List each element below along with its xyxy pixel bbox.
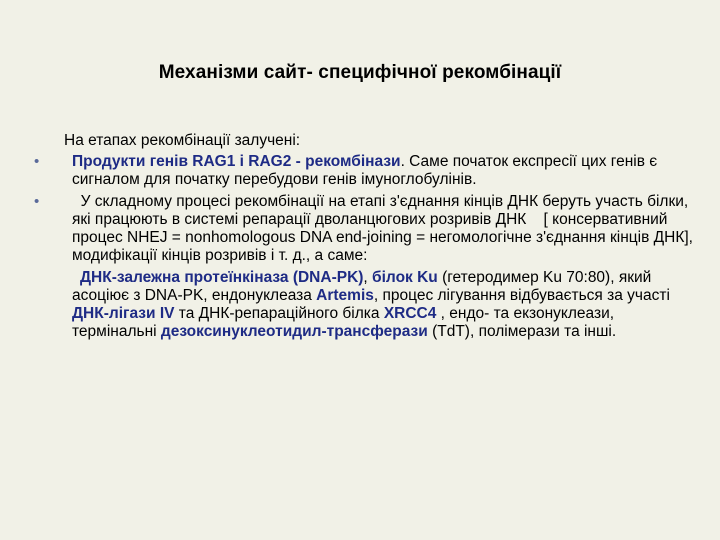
- text-fragment: (гетеродимер Ku 70:80), який асоціює з DNA-PK, ендонуклеаза: [72, 269, 652, 304]
- bullet-item-rag: [34, 153, 694, 189]
- xrcc4-highlight: XRCC4: [383, 305, 437, 322]
- text-fragment: та ДНК-репараційного білка: [174, 305, 384, 322]
- nhej-description: У складному процесі рекомбінації на етапі з'єднання кінців ДНК беруть участь білки, які працюють в системі репарації дволанцюгових розривів ДНК [ консервативний процес NHEJ = nonhomologous DNA end-joining = негомологічне з'єднання кінців ДНК], модифікації кінців розривів і т. д., а саме:: [72, 193, 698, 264]
- dna-pk-highlight: ДНК-залежна протеїнкіназа (DNA-PK): [80, 269, 364, 286]
- tdt-highlight: дезоксинуклеотидил-трансферази: [160, 323, 428, 340]
- artemis-highlight: Artemis: [316, 287, 374, 304]
- text-fragment: , ендо- та екзонуклеази, термінальні: [72, 305, 615, 340]
- rag-recombinase-highlight: Продукти генів RAG1 і RAG2 - рекомбінази: [72, 153, 401, 170]
- bullet-marker: •: [34, 193, 40, 210]
- text-fragment: , процес лігування відбувається за участі: [373, 287, 670, 304]
- slide-title: Механізми сайт- специфічної рекомбінації: [158, 62, 562, 83]
- proteins-paragraph: [34, 269, 694, 341]
- slide-content: [34, 132, 698, 341]
- bullet-item-nhej: [34, 193, 698, 265]
- ligase-iv-highlight: ДНК-лігази IV: [72, 305, 175, 322]
- text-fragment: (TdT), полімерази та інші.: [427, 323, 617, 340]
- intro-text: На етапах рекомбінації залучені:: [64, 132, 301, 149]
- text-fragment: ,: [363, 269, 373, 286]
- bullet-marker: •: [34, 153, 40, 170]
- rag-description: . Саме початок експресії цих генів є сигналом для початку перебудови генів імуноглобулінів.: [72, 153, 658, 188]
- ku-protein-highlight: білок Ku: [372, 269, 438, 286]
